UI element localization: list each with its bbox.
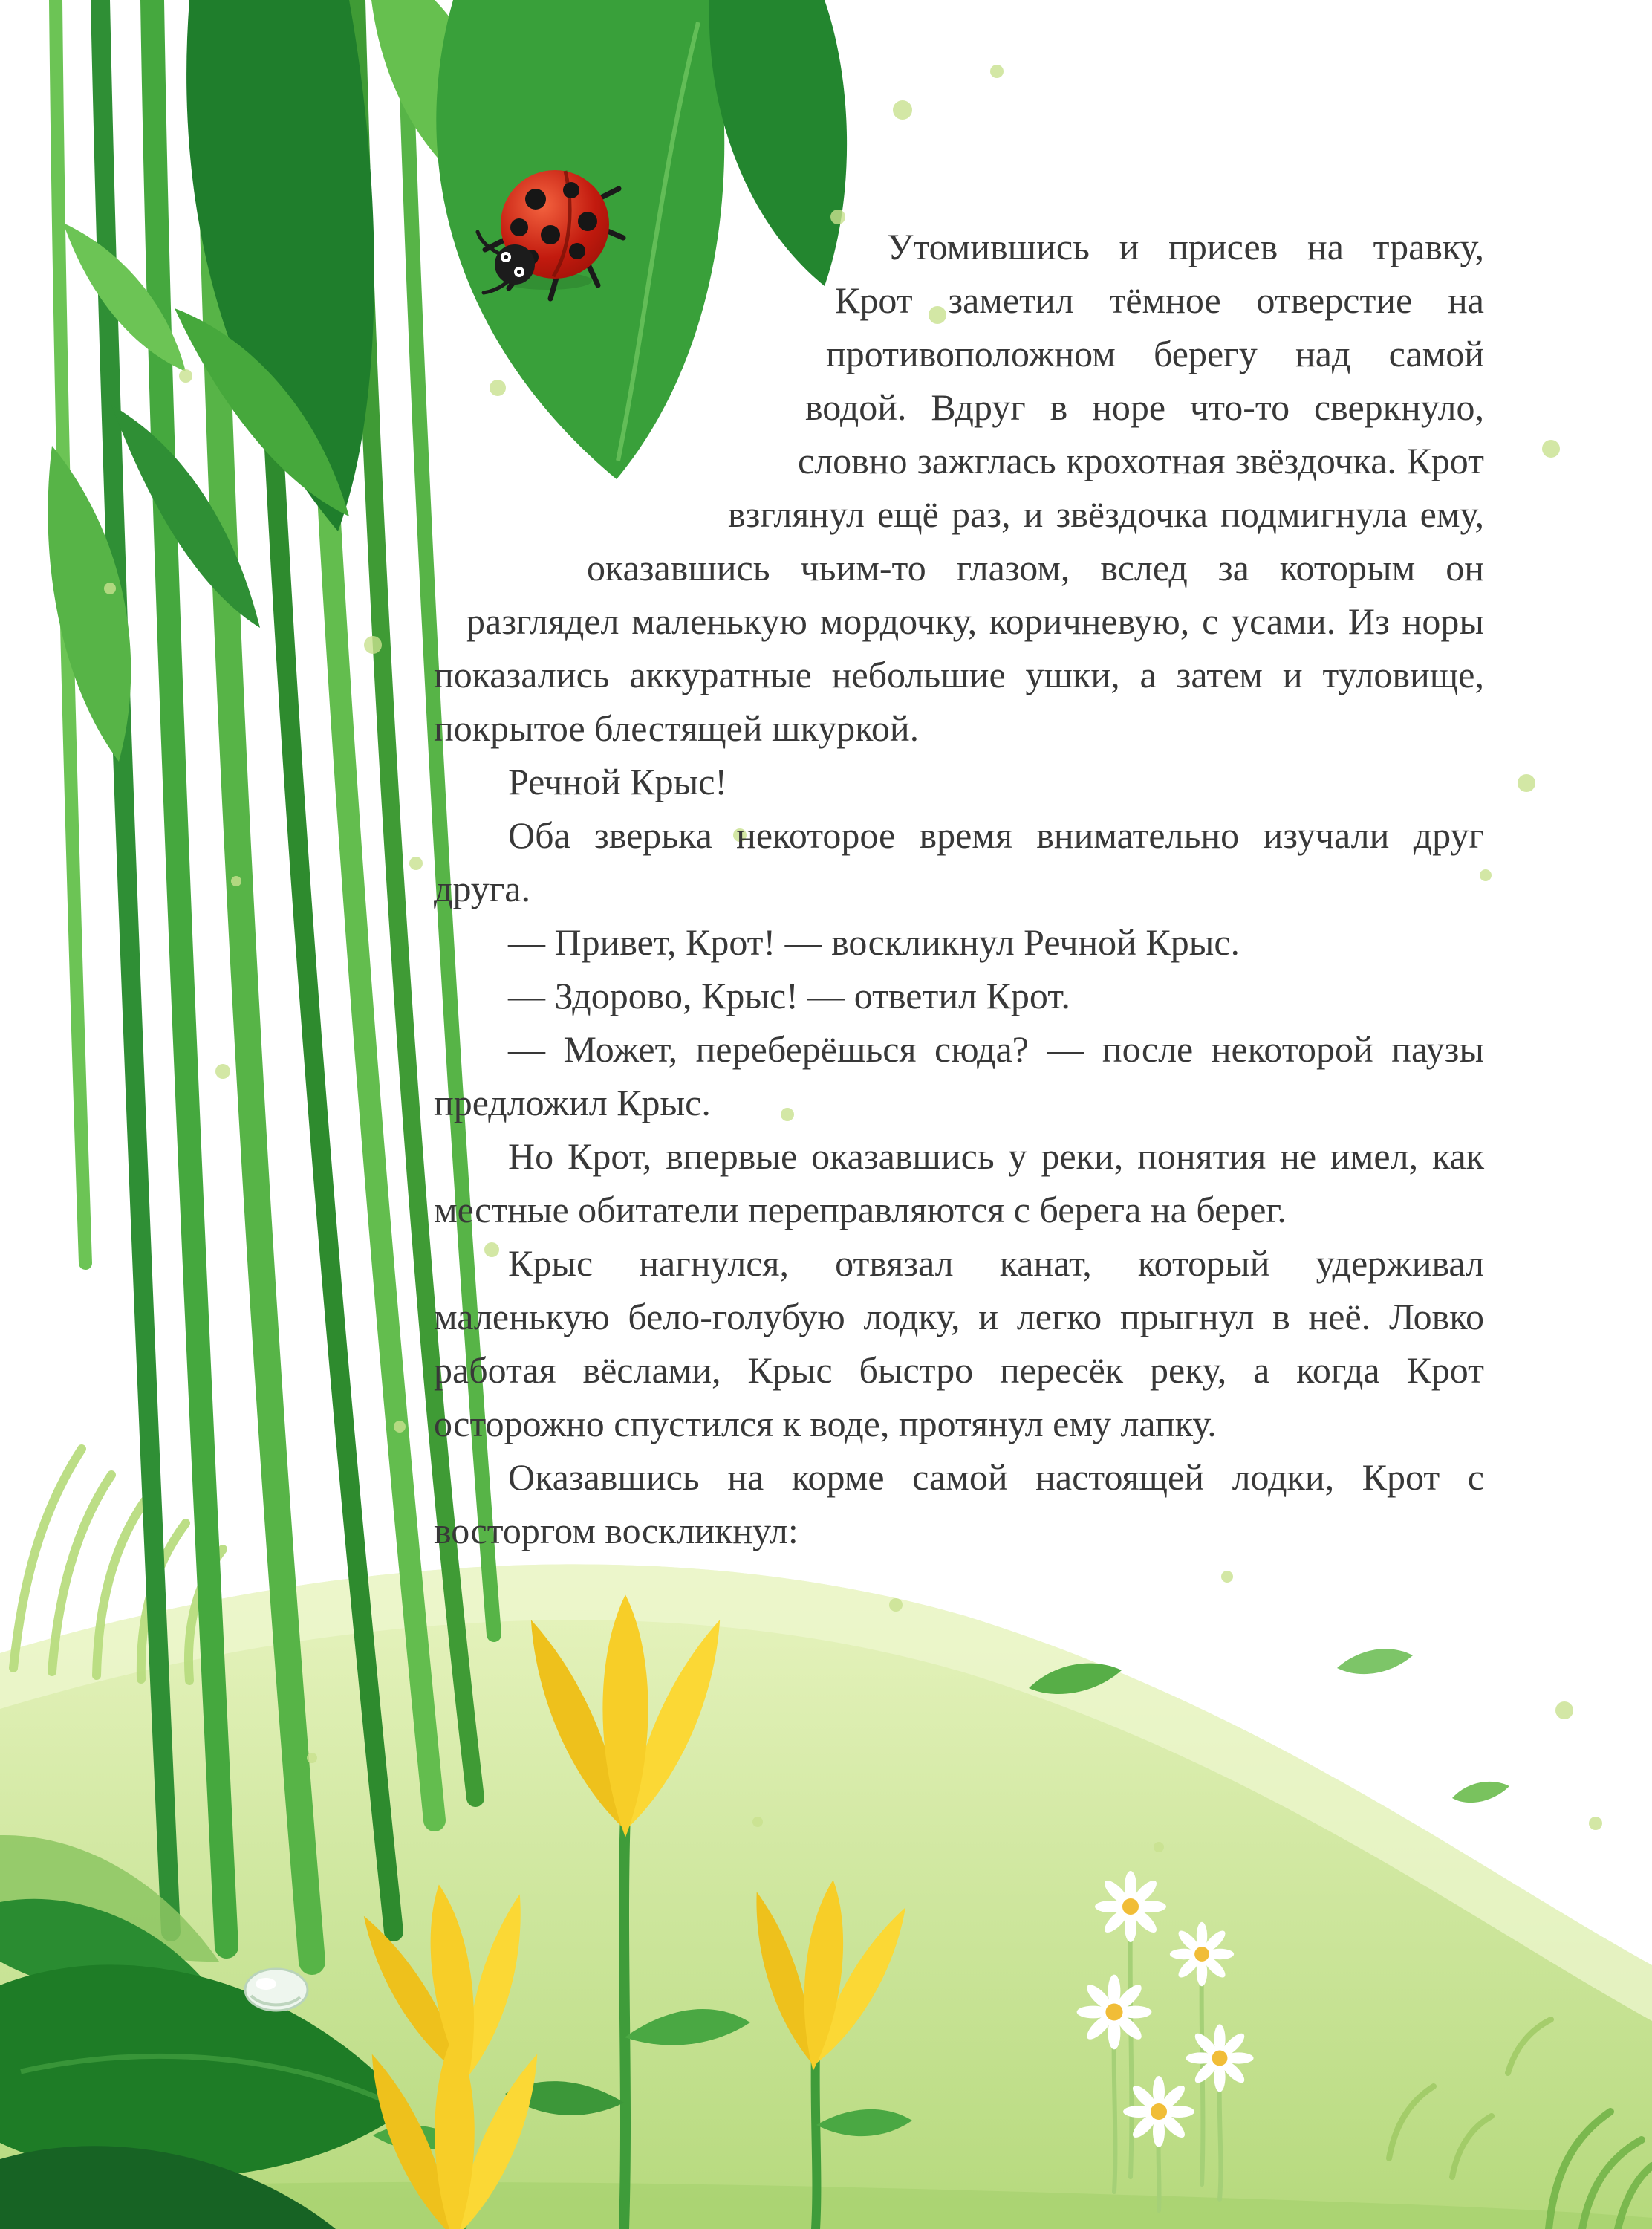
- story-paragraph-dialogue: — Привет, Крот! — воскликнул Речной Крыс.: [508, 921, 1240, 963]
- text-wrap-spacer: [434, 380, 805, 434]
- story-paragraph: Но Крот, впервые оказавшись у реки, понятия не имел, как местные обитатели переправляются с берега на берег.: [434, 1135, 1484, 1230]
- story-paragraph: Крыс нагнулся, отвязал канат, который удерживал маленькую бело-голубую лодку, и легко прыгнул в неё. Ловко работая вёслами, Крыс быстро пересёк реку, а когда Крот осторожно спустился к воде, протянул ему лапку.: [434, 1242, 1484, 1444]
- text-wrap-spacer: [434, 434, 798, 487]
- story-text: [434, 220, 1484, 1557]
- story-paragraph: Оба зверька некоторое время внимательно изучали друг друга.: [434, 814, 1484, 909]
- story-paragraph: Оказавшись на корме самой настоящей лодки, Крот с восторгом воскликнул:: [434, 1456, 1484, 1551]
- dew-drop-icon: [245, 1969, 308, 2011]
- text-wrap-spacer: [434, 487, 728, 541]
- text-wrap-spacer: [434, 594, 466, 648]
- text-wrap-spacer: [434, 220, 887, 273]
- text-wrap-spacer: [434, 273, 835, 327]
- text-wrap-spacer: [434, 327, 826, 380]
- story-paragraph-dialogue: — Может, переберёшься сюда? — после некоторой паузы предложил Крыс.: [434, 1028, 1484, 1123]
- story-paragraph-dialogue: — Здорово, Крыс! — ответил Крот.: [508, 975, 1070, 1016]
- story-paragraph: Утомившись и присев на травку, Крот заметил тёмное отверстие на противоположном берегу над самой водой. Вдруг в норе что-то сверкнуло, словно зажглась крохотная звёздочка. Крот взглянул ещё раз, и звёздочка подмигнула ему, оказавшись чьим-то глазом, вслед за которым он разглядел маленькую мордочку, коричневую, с усами. Из норы показались аккуратные небольшие ушки, а затем и туловище, покрытое блестящей шкуркой.: [434, 226, 1484, 749]
- text-wrap-spacer: [434, 541, 587, 594]
- story-paragraph: Речной Крыс!: [508, 761, 728, 802]
